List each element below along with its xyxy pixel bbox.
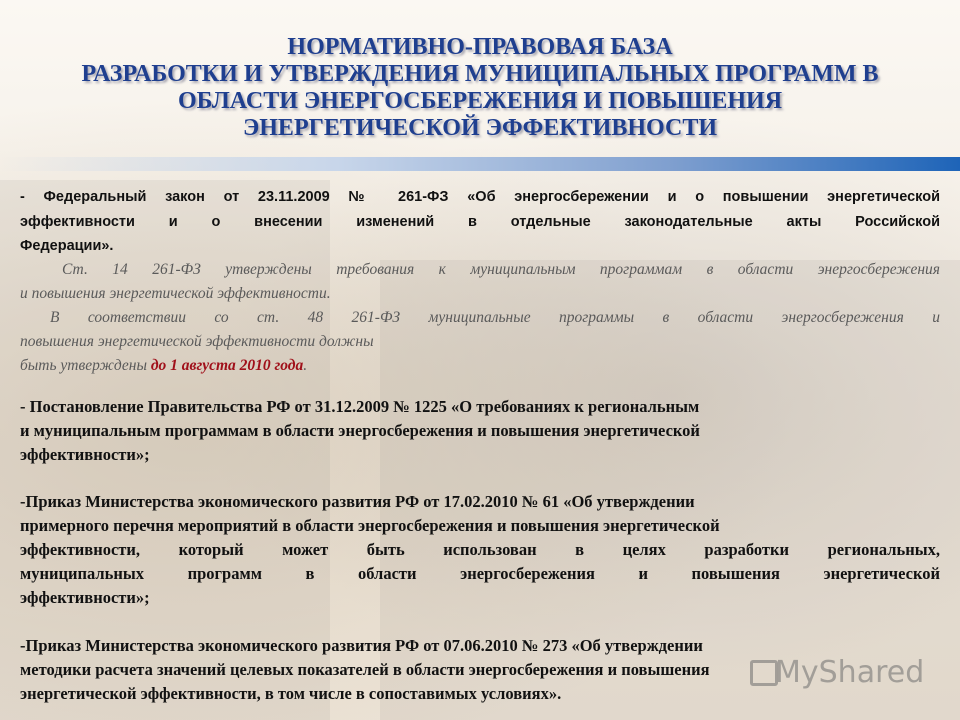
presentation-icon: [750, 660, 778, 686]
title-line: ЭНЕРГЕТИЧЕСКОЙ ЭФФЕКТИВНОСТИ: [242, 115, 717, 141]
title-line: ОБЛАСТИ ЭНЕРГОСБЕРЕЖЕНИЯ И ПОВЫШЕНИЯ: [177, 88, 783, 114]
order61-line: примерного перечня мероприятий в области энергосбережения и повышения энергетической: [20, 516, 720, 535]
order273-line: -Приказ Министерства экономического развития РФ от 07.06.2010 № 273 «Об утверждении: [20, 636, 703, 655]
order61-line: эффективности, который может быть использован в целях разработки региональных,: [20, 540, 940, 559]
law-line: - Федеральный закон от 23.11.2009 № 261-ФЗ «Об энергосбережении и о повышении энергетической: [20, 189, 940, 205]
deadline-highlight: до 1 августа 2010 года: [150, 357, 304, 374]
note-line: и повышения энергетической эффективности.: [20, 285, 331, 302]
note-line: повышения энергетической эффективности должны: [20, 333, 374, 350]
note-line: Ст. 14 261-ФЗ утверждены требования к муниципальным программам в области энергосбережения: [62, 261, 940, 278]
decree-line: и муниципальным программам в области энергосбережения и повышения энергетической: [20, 421, 700, 440]
order61-line: -Приказ Министерства экономического развития РФ от 17.02.2010 № 61 «Об утверждении: [20, 492, 695, 511]
order61-line: муниципальных программ в области энергосбережения и повышения энергетической: [20, 564, 940, 583]
order273-line: энергетической эффективности, в том числе в сопоставимых условиях».: [20, 684, 562, 703]
watermark: MyShared: [775, 655, 925, 690]
divider-bar: [0, 157, 960, 171]
note-line: В соответствии со ст. 48 261-ФЗ муниципальные программы в области энергосбережения и: [50, 309, 940, 326]
title-line: НОРМАТИВНО-ПРАВОВАЯ БАЗА: [287, 34, 673, 60]
note-end: .: [303, 357, 308, 374]
law-line: эффективности и о внесении изменений в отдельные законодательные акты Российской: [20, 214, 940, 230]
order61-line: эффективности»;: [20, 588, 150, 607]
decree-line: эффективности»;: [20, 445, 150, 464]
note-line: [20, 354, 940, 378]
decree-line: - Постановление Правительства РФ от 31.12.2009 № 1225 «О требованиях к региональным: [20, 397, 700, 416]
slide-title: [0, 34, 960, 142]
title-line: РАЗРАБОТКИ И УТВЕРЖДЕНИЯ МУНИЦИПАЛЬНЫХ ПРОГРАММ В: [81, 61, 879, 87]
order273-line: методики расчета значений целевых показателей в области энергосбережения и повышения: [20, 660, 710, 679]
note-text: быть утверждены: [20, 357, 151, 374]
law-line: Федерации».: [20, 238, 114, 254]
